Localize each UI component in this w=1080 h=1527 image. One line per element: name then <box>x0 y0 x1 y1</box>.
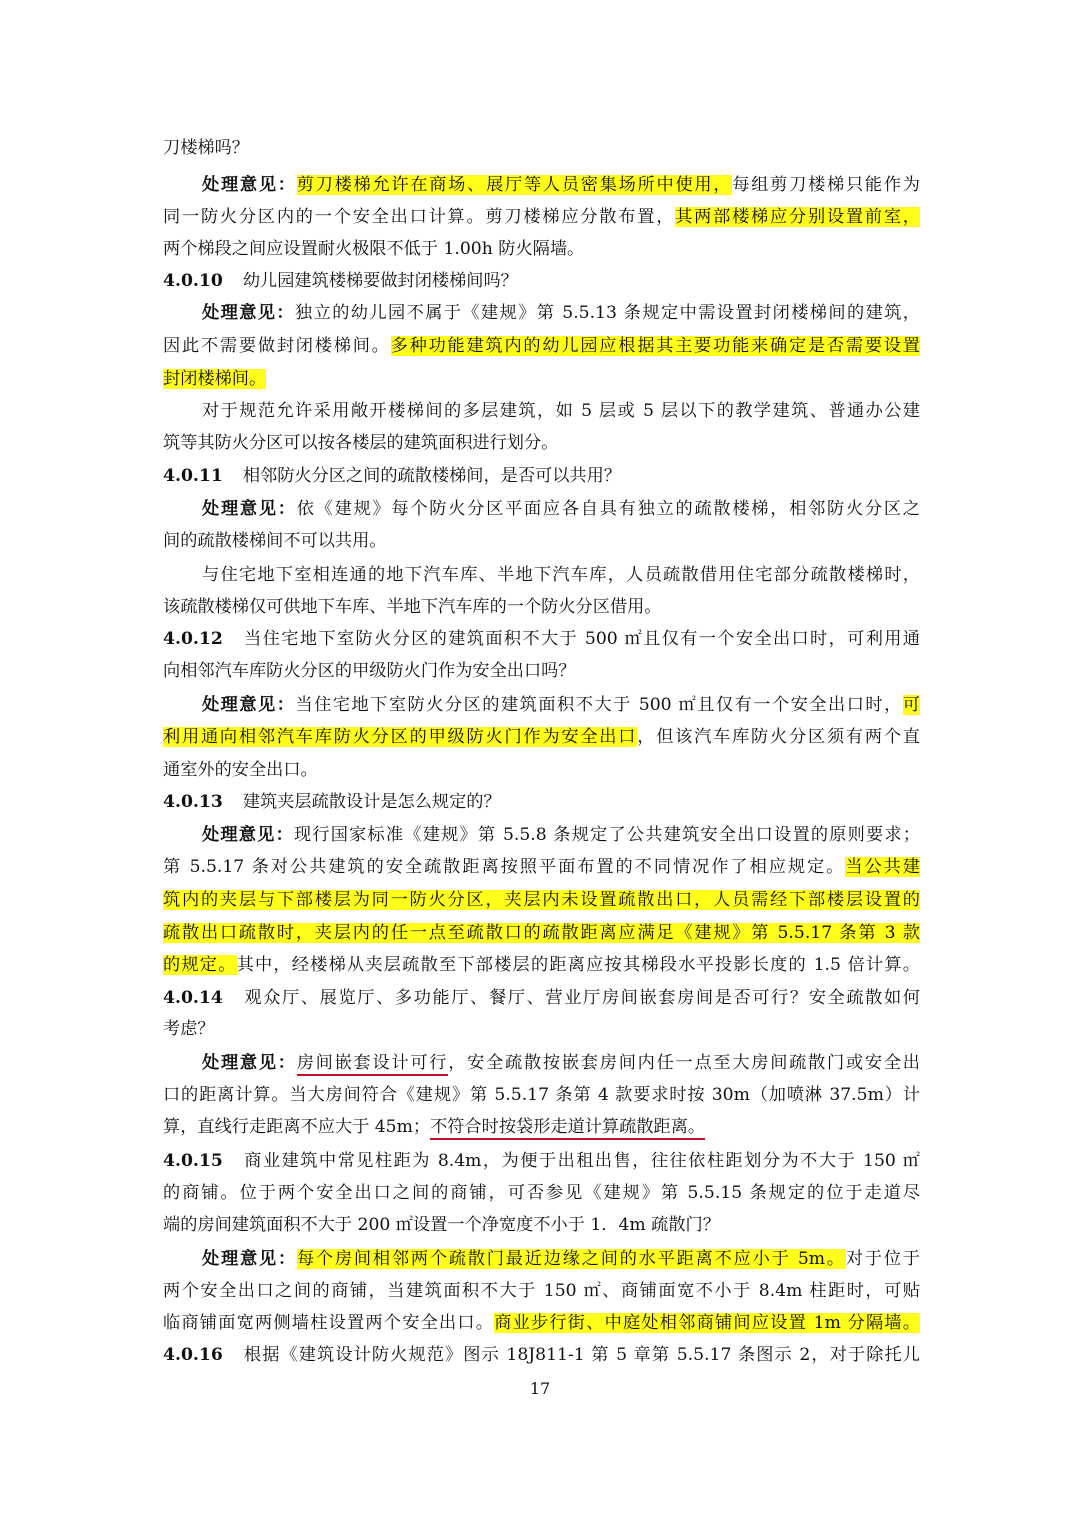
text-line <box>163 331 920 362</box>
text-run: 当住宅地下室防火分区的建筑面积不大于 500 ㎡且仅有一个安全出口时， <box>295 695 903 715</box>
text-run: 同一防火分区内的一个安全出口计算。剪刀楼梯应分散布置， <box>163 207 676 227</box>
question-text: 建筑夹层疏散设计是怎么规定的？ <box>242 792 501 812</box>
text-run: 刀楼梯吗？ <box>163 138 249 158</box>
text-run: 考虑？ <box>163 1019 215 1039</box>
text-line <box>163 1210 920 1241</box>
text-line <box>163 885 920 916</box>
text-run: 通室外的安全出口。 <box>163 760 318 780</box>
question-heading <box>163 266 920 297</box>
text-run: 现行国家标准《建规》第 5.5.8 条规定了公共建筑安全出口设置的原则要求； <box>293 825 920 845</box>
highlighted-text: 的规定。 <box>163 955 237 975</box>
text-run: 的商铺。位于两个安全出口之间的商铺，可否参见《建规》第 5.5.15 条规定的位于走道尽 <box>163 1183 920 1203</box>
text-line <box>163 722 920 753</box>
text-run: 依《建规》每个防火分区平面应各自具有独立的疏散楼梯，相邻防火分区之 <box>296 499 920 519</box>
text-run: 该疏散楼梯仅可供地下车库、半地下汽车库的一个防火分区借用。 <box>163 597 662 617</box>
text-run: ，但该汽车库防火分区须有两个直 <box>637 727 920 747</box>
question-number: 4.0.15 <box>163 1151 223 1171</box>
text-line <box>163 1276 920 1307</box>
text-run: 临商铺面宽两侧墙柱设置两个安全出口。 <box>163 1313 495 1333</box>
text-line <box>163 755 920 786</box>
text-line <box>163 1014 920 1045</box>
text-run: 端的房间建筑面积不大于 200 ㎡设置一个净宽度不小于 1．4m 疏散门？ <box>163 1215 720 1235</box>
question-text: 商业建筑中常见柱距为 8.4m，为便于出租出售，往往依柱距划分为不大于 150 ㎡ <box>242 1151 920 1171</box>
text-line <box>163 592 920 623</box>
text-line <box>163 656 920 687</box>
text-line <box>163 133 920 164</box>
handling-label: 处理意见： <box>202 1249 297 1269</box>
question-number: 4.0.12 <box>163 629 223 649</box>
text-line <box>163 918 920 949</box>
text-run: ，安全疏散按嵌套房间内任一点至大房间疏散门或安全出 <box>448 1053 920 1073</box>
question-number: 4.0.11 <box>163 466 223 486</box>
text-line <box>163 234 920 265</box>
highlighted-text: 每个房间相邻两个疏散门最近边缘之间的水平距离不应小于 5m。 <box>296 1249 846 1269</box>
text-run: 其中，经楼梯从夹层疏散至下部楼层的距离应按其梯段水平投影长度的 1.5 倍计算。 <box>236 955 920 975</box>
question-text: 观众厅、展览厅、多功能厅、餐厅、营业厅房间嵌套房间是否可行？安全疏散如何 <box>242 988 920 1008</box>
question-number: 4.0.16 <box>163 1345 223 1365</box>
highlighted-text: 其两部楼梯应分别设置前室， <box>675 207 920 227</box>
text-run: 向相邻汽车库防火分区的甲级防火门作为安全出口吗？ <box>163 661 576 681</box>
handling-label: 处理意见： <box>202 175 297 195</box>
handling-opinion-line <box>163 494 920 525</box>
text-run: 对于位于 <box>845 1249 920 1269</box>
question-heading <box>163 787 920 818</box>
highlighted-text: 筑内的夹层与下部楼层为同一防火分区，夹层内未设置疏散出口，人员需经下部楼层设置的 <box>163 890 920 910</box>
highlighted-text: 剪刀楼梯允许在商场、展厅等人员密集场所中使用， <box>296 175 733 195</box>
question-text: 当住宅地下室防火分区的建筑面积不大于 500 ㎡且仅有一个安全出口时，可利用通 <box>242 629 920 649</box>
handling-label: 处理意见： <box>202 303 295 323</box>
highlighted-text: 疏散出口疏散时，夹层内的任一点至疏散口的疏散距离应满足《建规》第 5.5.17 条第 3 款 <box>163 923 920 943</box>
text-run: 算，直线行走距离不应大于 45m； <box>163 1117 431 1137</box>
text-line <box>163 202 920 233</box>
text-line <box>163 428 920 459</box>
handling-label: 处理意见： <box>202 695 296 715</box>
handling-label: 处理意见： <box>202 1053 297 1073</box>
question-number: 4.0.10 <box>163 271 223 291</box>
text-run: 口的距离计算。当大房间符合《建规》第 5.5.17 条第 4 款要求时按 30m（加喷淋 37.5m）计 <box>163 1085 920 1105</box>
text-line <box>163 1308 920 1339</box>
question-heading <box>163 1340 920 1371</box>
question-number: 4.0.14 <box>163 988 223 1008</box>
text-line <box>163 852 920 883</box>
page-number: 17 <box>529 1379 551 1398</box>
text-run: 每组剪刀楼梯只能作为 <box>732 175 920 195</box>
text-line <box>163 1178 920 1209</box>
text-line <box>163 364 920 395</box>
handling-opinion-line <box>163 298 920 329</box>
highlighted-text: 商业步行街、中庭处相邻商铺间应设置 1m 分隔墙。 <box>494 1313 920 1333</box>
question-heading <box>163 624 920 655</box>
text-run: 筑等其防火分区可以按各楼层的建筑面积进行划分。 <box>163 433 559 453</box>
text-run: 两个梯段之间应设置耐火极限不低于 1.00h 防火隔墙。 <box>163 239 585 259</box>
handling-opinion-line <box>163 170 920 201</box>
highlighted-text: 可 <box>902 695 920 715</box>
text-line <box>163 1080 920 1111</box>
handling-label: 处理意见： <box>202 825 294 845</box>
text-run: 第 5.5.17 条对公共建筑的安全疏散距离按照平面布置的不同情况作了相应规定。 <box>163 857 846 877</box>
text-line <box>163 560 920 591</box>
highlighted-text: 利用通向相邻汽车库防火分区的甲级防火门作为安全出口 <box>163 727 638 747</box>
highlighted-text: 当公共建 <box>845 857 920 877</box>
text-run: 间的疏散楼梯间不可以共用。 <box>163 531 387 551</box>
handling-opinion-line <box>163 1048 920 1079</box>
handling-opinion-line <box>163 1244 920 1275</box>
text-run: 与住宅地下室相连通的地下汽车库、半地下汽车库，人员疏散借用住宅部分疏散楼梯时， <box>202 565 920 585</box>
question-heading <box>163 461 920 492</box>
text-run: 因此不需要做封闭楼梯间。 <box>163 336 391 356</box>
question-text: 幼儿园建筑楼梯要做封闭楼梯间吗？ <box>242 271 518 291</box>
underlined-text: 房间嵌套设计可行 <box>297 1053 449 1076</box>
question-text: 相邻防火分区之间的疏散楼梯间，是否可以共用？ <box>242 466 621 486</box>
text-line <box>163 1112 920 1143</box>
handling-label: 处理意见： <box>202 499 297 519</box>
handling-opinion-line <box>163 690 920 721</box>
underlined-text: 不符合时按袋形走道计算疏散距离。 <box>430 1117 705 1140</box>
question-heading <box>163 983 920 1014</box>
text-run: 对于规范允许采用敞开楼梯间的多层建筑，如 5 层或 5 层以下的教学建筑、普通办公建 <box>202 401 920 421</box>
text-line <box>163 396 920 427</box>
handling-opinion-line <box>163 820 920 851</box>
text-line <box>163 950 920 981</box>
question-text: 根据《建筑设计防火规范》图示 18J811-1 第 5 章第 5.5.17 条图示 2，对于除托儿 <box>242 1345 920 1365</box>
text-line <box>163 526 920 557</box>
text-run: 两个安全出口之间的商铺，当建筑面积不大于 150 ㎡、商铺面宽不小于 8.4m 柱距时，可贴 <box>163 1281 920 1301</box>
highlighted-text: 封闭楼梯间。 <box>163 369 267 389</box>
highlighted-text: 多种功能建筑内的幼儿园应根据其主要功能来确定是否需要设置 <box>390 336 920 356</box>
text-run: 独立的幼儿园不属于《建规》第 5.5.13 条规定中需设置封闭楼梯间的建筑， <box>295 303 920 323</box>
question-number: 4.0.13 <box>163 792 223 812</box>
question-heading <box>163 1146 920 1177</box>
